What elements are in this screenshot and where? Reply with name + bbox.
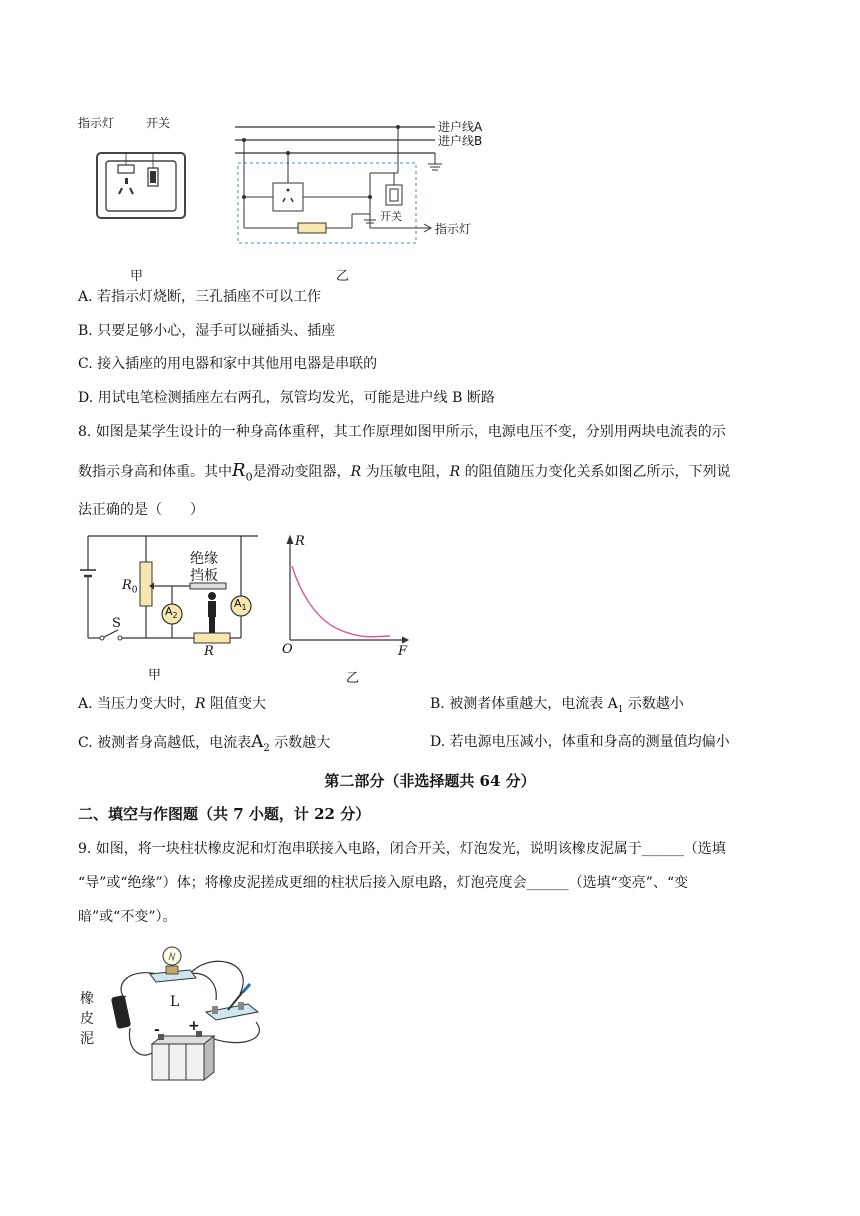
q8-caption-jia: 甲 — [148, 668, 162, 683]
q8-line2-part-b: 是滑动变阻器， — [252, 464, 351, 480]
section2-title: 二、填空与作图题（共 7 小题，计 22 分） — [78, 805, 371, 823]
line-b-label: 进户线B — [438, 134, 483, 148]
fig7-jia — [70, 108, 190, 228]
line-a-label: 进户线A — [438, 120, 483, 134]
q8-caption-yi: 乙 — [346, 671, 360, 686]
q7-option-b: B. 只要足够小心，湿手可以碰插头、插座 — [78, 323, 336, 339]
fig-r0-label: $R_0$ — [122, 578, 138, 596]
q7-option-d: D. 用试电笔检测插座左右两孔，氖管均发光，可能是进户线 B 断路 — [78, 390, 495, 406]
clay-label-char-1: 橡 — [80, 991, 94, 1007]
lamp-l-label: L — [170, 994, 180, 1010]
q8-stem-line3: 法正确的是（ ） — [78, 502, 204, 518]
q8-fig-jia — [78, 530, 268, 660]
q8-r0-symbol: $R_0$ — [232, 460, 253, 484]
q8-option-a: A. 当压力变大时，R 阻值变大 — [78, 696, 267, 712]
q8-stem-line1: 8. 如图是某学生设计的一种身高体重秤，其工作原理如图甲所示，电源电压不变，分别用两块电流表的示 — [78, 424, 726, 440]
fig7-yi — [230, 118, 490, 248]
q8-fig-yi — [278, 532, 418, 662]
insulation-board-label-2: 挡板 — [190, 568, 218, 584]
part2-title: 第二部分（非选择题共 64 分） — [324, 772, 536, 790]
indicator-light-label: 指示灯 — [78, 116, 115, 130]
insulation-board-label-1: 绝缘 — [190, 551, 218, 567]
q8-option-b: B. 被测者体重越大，电流表 $A_1$ 示数越小 — [430, 696, 684, 715]
scale-circuit-diagram — [78, 530, 268, 660]
yi-switch-label: 开关 — [380, 210, 402, 223]
q8-option-c: C. 被测者身高越低，电流表$A_2$ 示数越大 — [78, 732, 331, 754]
q8-r-symbol-2: R — [449, 464, 461, 480]
q9-figure — [78, 940, 278, 1090]
fig7-caption-jia: 甲 — [130, 269, 144, 284]
clay-label-char-3: 泥 — [80, 1031, 94, 1047]
switch-label: 开关 — [146, 116, 171, 130]
fig-r-label: R — [204, 644, 214, 659]
switch-s-label: S — [112, 616, 121, 631]
fig7-caption-yi: 乙 — [336, 269, 350, 284]
q8-line2-part-c: 为压敏电阻， — [365, 464, 450, 480]
graph-y-axis-label: R — [295, 534, 305, 549]
graph-x-axis-label: F — [398, 644, 408, 659]
ammeter-a2-label: $A_2$ — [165, 605, 178, 621]
graph-origin-label: O — [282, 642, 293, 657]
q9-stem-line2: “导”或“绝缘”）体；将橡皮泥搓成更细的柱状后接入原电路，灯泡亮度会______（选填“变亮”、“变 — [78, 875, 689, 891]
q7-option-a: A. 若指示灯烧断，三孔插座不可以工作 — [78, 289, 322, 305]
battery-plus-label: + — [188, 1018, 200, 1034]
q8-option-d: D. 若电源电压减小，体重和身高的测量值均偏小 — [430, 734, 730, 750]
q8-line2-part-d: 的阻值随压力变化关系如图乙所示，下列说 — [464, 464, 731, 480]
q8-stem-line2 — [78, 461, 731, 488]
q9-stem-line3: 暗”或“不变”）。 — [78, 909, 177, 925]
clay-label-char-2: 皮 — [80, 1011, 94, 1027]
q9-stem-line1: 9. 如图，将一块柱状橡皮泥和灯泡串联接入电路，闭合开关，灯泡发光，说明该橡皮泥属于______（选填 — [78, 841, 726, 857]
yi-indicator-label: 指示灯 — [435, 222, 472, 236]
r-f-curve — [292, 566, 390, 637]
ammeter-a1-label: $A_1$ — [234, 597, 247, 613]
q7-option-c: C. 接入插座的用电器和家中其他用电器是串联的 — [78, 356, 378, 372]
battery-minus-label: - — [154, 1022, 160, 1038]
q8-r-symbol-1: R — [350, 464, 362, 480]
q8-line2-part-a: 数指示身高和体重。其中 — [78, 464, 232, 480]
resistance-force-graph — [278, 532, 418, 662]
clay-circuit-illustration — [78, 940, 278, 1090]
